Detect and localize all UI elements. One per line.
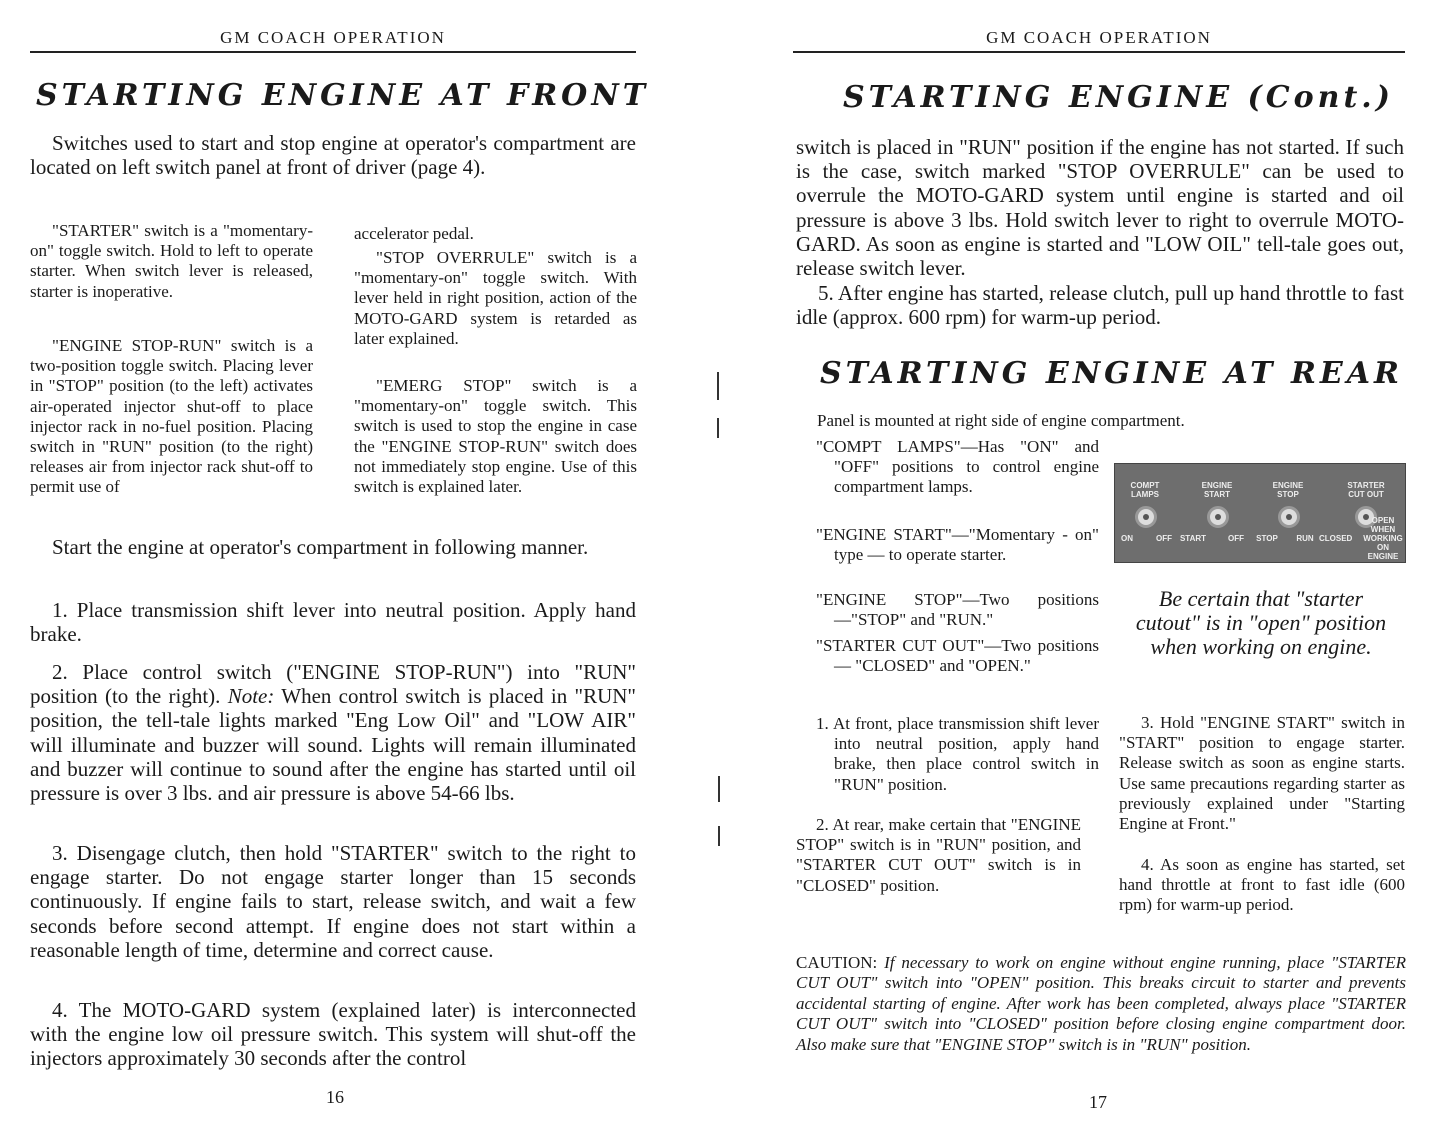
stop-overrule-paragraph: "STOP OVERRULE" switch is a "momentary-on" toggle switch. With lever held in right position, action of the MOTO-GARD system is retarded as later explained. bbox=[354, 248, 637, 348]
def-engine-start: "ENGINE START"—"Momentary - on" type — to operate starter. bbox=[816, 525, 1099, 565]
panel-label: ON bbox=[1121, 534, 1133, 543]
section-title: STARTING ENGINE AT FRONT bbox=[36, 78, 650, 113]
margin-mark bbox=[717, 418, 719, 438]
engine-stop-run-paragraph: "ENGINE STOP-RUN" switch is a two-position toggle switch. Placing lever in "STOP" position (to the left) activates air-operated injector shut-off to place injector rack in no-fuel position. Placing switch in "RUN" position (to the right) releases air from injector rack shut-off to permit use of bbox=[30, 336, 313, 497]
margin-mark bbox=[718, 776, 720, 802]
panel-label: OFF bbox=[1156, 534, 1172, 543]
panel-label: COMPT LAMPS bbox=[1130, 481, 1160, 499]
section-title-rear: STARTING ENGINE AT REAR bbox=[820, 356, 1403, 391]
def-compt-lamps: "COMPT LAMPS"—Has "ON" and "OFF" positions to control engine compartment lamps. bbox=[816, 437, 1099, 497]
margin-mark bbox=[718, 826, 720, 846]
panel-label: ENGINE STOP bbox=[1272, 481, 1304, 499]
def-starter-cut-out: "STARTER CUT OUT"—Two positions — "CLOSED" and "OPEN." bbox=[816, 636, 1099, 676]
caution-note: CAUTION: If necessary to work on engine without engine running, place "STARTER CUT OUT" switch into "OPEN" position. This breaks circuit to starter and prevents accidental starting of engine. After work has been completed, always place "STARTER CUT OUT" switch into "CLOSED" position before closing engine compartment door. Also make sure that "ENGINE STOP" switch is in "RUN" position. bbox=[796, 953, 1406, 1054]
panel-label: OFF bbox=[1228, 534, 1244, 543]
rear-step-1: 1. At front, place transmission shift lever into neutral position, apply hand brake, then place control switch in "RUN" position. bbox=[816, 714, 1099, 794]
intro-paragraph: Switches used to start and stop engine at operator's compartment are located on left switch panel at front of driver (page 4). bbox=[30, 131, 636, 180]
panel-label: STOP bbox=[1256, 534, 1278, 543]
header-rule bbox=[793, 51, 1405, 53]
panel-label: RUN bbox=[1296, 534, 1314, 543]
panel-label: CLOSED bbox=[1319, 534, 1353, 543]
panel-location-text: Panel is mounted at right side of engine compartment. bbox=[817, 411, 1185, 430]
def-engine-stop: "ENGINE STOP"—Two positions—"STOP" and "RUN." bbox=[816, 590, 1099, 630]
step-4: 4. The MOTO-GARD system (explained later) is interconnected with the engine low oil pressure switch. This system will shut-off the injectors approximately 30 seconds after the control bbox=[30, 998, 636, 1071]
header-rule bbox=[30, 51, 636, 53]
rear-step-2: 2. At rear, make certain that "ENGINE STOP" switch is in "RUN" position, and "STARTER CUT OUT" switch is in "CLOSED" position. bbox=[796, 815, 1081, 895]
start-instructions: Start the engine at operator's compartment in following manner. bbox=[52, 535, 589, 559]
continued-paragraph: switch is placed in "RUN" position if the engine has not started. If such is the case, switch marked "STOP OVERRULE" can be used to overrule the MOTO-GARD system until engine is started and oil pressure is above 3 lbs. Hold switch lever to right to overrule MOTO-GARD. As soon as engine is started and "LOW OIL" tell-tale goes out, release switch lever. bbox=[796, 135, 1404, 281]
step-2: 2. Place control switch ("ENGINE STOP-RUN") into "RUN" position (to the right). Note: When control switch is placed in "RUN" position, the tell-tale lights marked "Eng Low Oil" and "LOW AIR" will illuminate and buzzer will sound. Lights will remain illuminated and buzzer will continue to sound after the engine has started until oil pressure is over 3 lbs. and air pressure is above 54-66 lbs. bbox=[30, 660, 636, 806]
running-head: GM COACH OPERATION bbox=[220, 28, 446, 47]
page-number: 17 bbox=[1089, 1092, 1107, 1112]
panel-label: OPEN WHEN WORKING ON ENGINE bbox=[1363, 516, 1403, 561]
toggle-switch-icon bbox=[1278, 506, 1300, 528]
panel-label: ENGINE START bbox=[1201, 481, 1233, 499]
panel-label: START bbox=[1179, 534, 1207, 543]
toggle-switch-icon bbox=[1135, 506, 1157, 528]
starter-switch-paragraph: "STARTER" switch is a "momentary-on" toggle switch. Hold to left to operate starter. When switch lever is released, starter is inoperative. bbox=[30, 221, 313, 301]
section-title: STARTING ENGINE (Cont.) bbox=[843, 80, 1394, 115]
page-number: 16 bbox=[326, 1087, 344, 1107]
panel-label: STARTER CUT OUT bbox=[1347, 481, 1385, 499]
starter-cutout-callout: Be certain that "starter cutout" is in "open" position when working on engine. bbox=[1135, 586, 1387, 660]
step-5: 5. After engine has started, release clutch, pull up hand throttle to fast idle (approx. 600 rpm) for warm-up period. bbox=[796, 281, 1404, 330]
step-3: 3. Disengage clutch, then hold "STARTER" switch to the right to engage starter. Do not engage starter longer than 15 seconds continuously. If engine fails to start, release switch, and wait a few seconds before second attempt. If engine does not start within a reasonable length of time, determine and correct cause. bbox=[30, 841, 636, 962]
switch-panel-image bbox=[1114, 463, 1406, 563]
running-head: GM COACH OPERATION bbox=[986, 28, 1212, 47]
rear-step-3: 3. Hold "ENGINE START" switch in "START" position to engage starter. Release switch as soon as engine starts. Use same precautions regarding starter as previously explained under "Starting Engine at Front." bbox=[1119, 713, 1405, 834]
rear-step-4: 4. As soon as engine has started, set hand throttle at front to fast idle (600 rpm) for warm-up period. bbox=[1119, 855, 1405, 915]
right-page bbox=[725, 0, 1450, 1138]
accelerator-pedal-text: accelerator pedal. bbox=[354, 224, 474, 243]
emerg-stop-paragraph: "EMERG STOP" switch is a "momentary-on" toggle switch. This switch is used to stop the engine in case the "ENGINE STOP-RUN" switch does not immediately stop engine. Use of this switch is explained later. bbox=[354, 376, 637, 497]
toggle-switch-icon bbox=[1207, 506, 1229, 528]
margin-mark bbox=[717, 372, 719, 400]
step-1: 1. Place transmission shift lever into neutral position. Apply hand brake. bbox=[30, 598, 636, 647]
